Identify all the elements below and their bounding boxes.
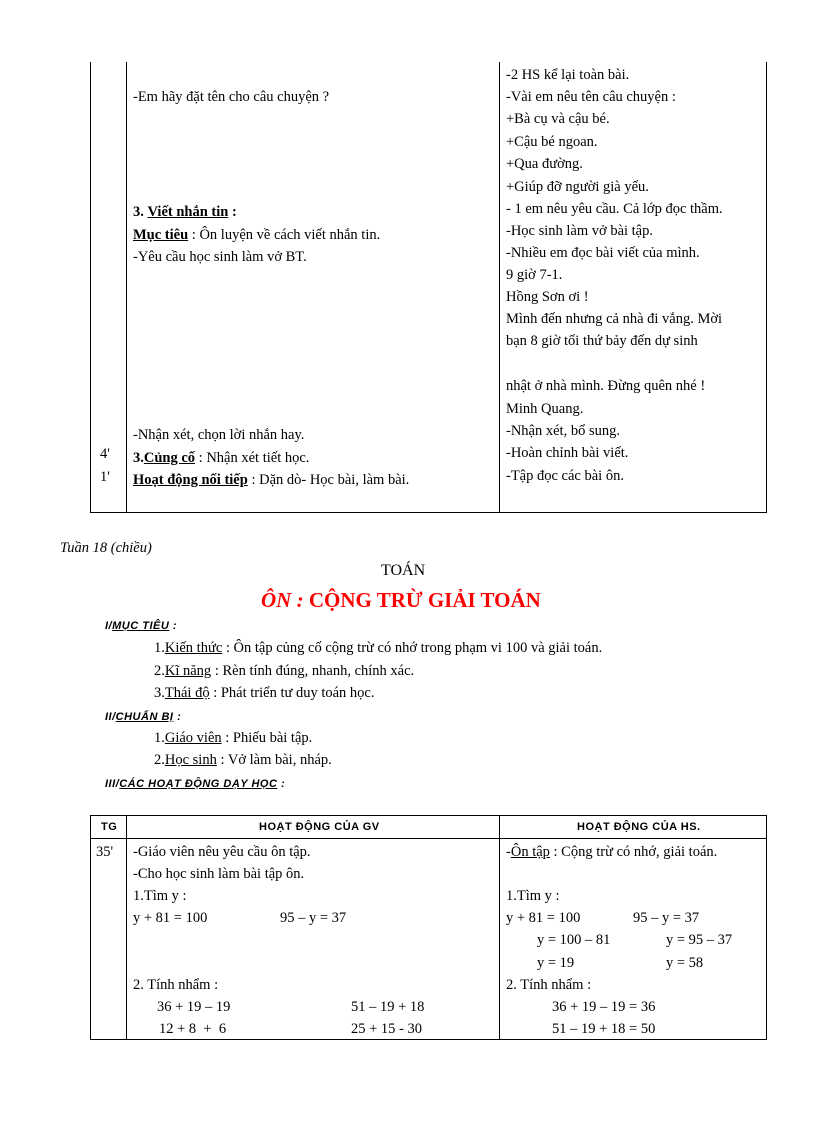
hs-result: 51 – 19 + 18 = 50 (552, 1021, 656, 1037)
table1-col-divider-2 (499, 62, 500, 513)
require-line: -Yêu cầu học sinh làm vở BT. (133, 249, 307, 265)
section-preparation-heading (105, 709, 181, 724)
goal-label: Mục tiêu (133, 227, 189, 243)
student-line: Minh Quang. (506, 401, 584, 417)
s1-num: I/ (105, 620, 113, 632)
lesson-title (261, 590, 541, 611)
header-tg: TG (101, 821, 118, 833)
time-4min: 4' (100, 446, 110, 462)
student-line: -Học sinh làm vở bài tập. (506, 223, 653, 239)
subject-title: TOÁN (381, 562, 426, 579)
student-line: -Hoàn chỉnh bài viết. (506, 445, 629, 461)
student-line: Hồng Sơn ơi ! (506, 289, 589, 305)
o2-num: 2. (154, 663, 165, 679)
table2-border-right (766, 815, 767, 1040)
section3-colon: : (231, 204, 237, 220)
review-line: -Nhận xét, chọn lời nhắn hay. (133, 427, 305, 443)
gv-line: 1.Tìm y : (133, 888, 187, 904)
student-line: -2 HS kể lại toàn bài. (506, 67, 630, 83)
hs-line: 2. Tính nhẩm : (506, 977, 592, 993)
hs-equation: y = 19 (537, 955, 575, 971)
hs-line: 1.Tìm y : (506, 888, 560, 904)
section3-heading (133, 205, 237, 220)
student-line: nhật ở nhà mình. Đừng quên nhé ! (506, 378, 706, 394)
o1-num: 1. (154, 640, 165, 656)
hs-l1-prefix: - (506, 844, 511, 860)
header-teacher-activity: HOẠT ĐỘNG CỦA GV (259, 821, 380, 833)
gv-calc: 51 – 19 + 18 (351, 999, 425, 1015)
consol-text: : Nhận xét tiết học. (198, 450, 310, 466)
gv-line: -Cho học sinh làm bài tập ôn. (133, 866, 305, 882)
student-line: 9 giờ 7-1. (506, 267, 563, 283)
o3-num: 3. (154, 685, 165, 701)
gv-equation: y + 81 = 100 (133, 910, 208, 926)
section3-title: Viết nhắn tin (147, 204, 229, 220)
o2-text: : Rèn tính đúng, nhanh, chính xác. (214, 663, 415, 679)
p1-label: Giáo viên (164, 730, 222, 746)
section3-num: 3. (133, 204, 144, 220)
prep-teacher (154, 731, 312, 746)
table1-col-divider-1 (126, 62, 127, 513)
o3-label: Thái độ (164, 685, 210, 701)
hs-review-line (506, 845, 717, 860)
time-35min: 35' (96, 844, 114, 860)
next-label: Hoạt động nối tiếp (133, 472, 248, 488)
student-line: -Tập đọc các bài ôn. (506, 468, 624, 484)
table2-border-left (90, 815, 91, 1040)
prep-student (154, 753, 332, 768)
o1-text: : Ôn tập củng cố cộng trừ có nhớ trong phạm vi 100 và giải toán. (225, 640, 603, 656)
s1-label: MỤC TIÊU (112, 620, 170, 632)
section-activities-heading (105, 776, 285, 791)
teacher-ask-title: -Em hãy đặt tên cho câu chuyện ? (133, 89, 330, 105)
o1-label: Kiến thức (164, 640, 223, 656)
consol-num: 3. (133, 450, 144, 466)
student-line: +Bà cụ và cậu bé. (506, 111, 610, 127)
goal-line (133, 228, 380, 243)
student-line: -Nhận xét, bổ sung. (506, 423, 620, 439)
student-line: +Cậu bé ngoan. (506, 134, 598, 150)
next-activity-line (133, 473, 409, 488)
table1-border-bottom (90, 512, 767, 513)
student-line: Mình đến nhưng cả nhà đi vắng. Mời (506, 311, 723, 327)
s2-label: CHUẨN BỊ (115, 711, 174, 723)
student-line: +Qua đường. (506, 156, 583, 172)
student-line: bạn 8 giờ tối thứ bảy đến dự sinh (506, 333, 698, 349)
s3-num: III/ (105, 778, 120, 790)
gv-line: -Giáo viên nêu yêu cầu ôn tập. (133, 844, 311, 860)
p2-num: 2. (154, 752, 165, 768)
table1-border-left (90, 62, 91, 513)
table1-border-right (766, 62, 767, 513)
hs-l1-text: : Cộng trừ có nhớ, giải toán. (553, 844, 718, 860)
s1-colon: : (172, 620, 178, 632)
p2-label: Học sinh (164, 752, 217, 768)
o2-label: Kĩ năng (164, 663, 212, 679)
next-text: : Dặn dò- Học bài, làm bài. (251, 472, 410, 488)
table2-col-divider-1 (126, 815, 127, 1040)
student-line: -Vài em nêu tên câu chuyện : (506, 89, 676, 105)
table2-border-bottom (90, 1039, 767, 1040)
lesson-title-prefix: ÔN : (261, 588, 304, 612)
objective-attitude (154, 686, 375, 701)
gv-calc: 25 + 15 - 30 (351, 1021, 423, 1037)
goal-text: : Ôn luyện về cách viết nhắn tin. (191, 227, 381, 243)
table2-border-top (90, 815, 767, 816)
consol-label: Củng cố (143, 450, 196, 466)
student-line: -Nhiều em đọc bài viết của mình. (506, 245, 700, 261)
objective-skill (154, 664, 414, 679)
s3-label: CÁC HOẠT ĐỘNG DẠY HỌC (119, 778, 278, 790)
gv-equation: 95 – y = 37 (280, 910, 347, 926)
o3-text: : Phát triển tư duy toán học. (213, 685, 375, 701)
consolidation-line (133, 451, 309, 466)
s2-colon: : (177, 711, 182, 723)
p2-text: : Vở làm bài, nháp. (220, 752, 332, 768)
p1-text: : Phiếu bài tập. (225, 730, 313, 746)
time-1min: 1' (100, 469, 110, 485)
gv-calc: 36 + 19 – 19 (157, 999, 231, 1015)
hs-equation: y = 58 (666, 955, 704, 971)
header-student-activity: HOẠT ĐỘNG CỦA HS. (577, 821, 701, 833)
student-line: - 1 em nêu yêu cầu. Cả lớp đọc thầm. (506, 201, 723, 217)
table2-col-divider-2 (499, 815, 500, 1040)
student-line: +Giúp đỡ người già yếu. (506, 179, 649, 195)
s3-colon: : (281, 778, 286, 790)
gv-calc: 12 + 8 + 6 (159, 1021, 227, 1037)
gv-line: 2. Tính nhẩm : (133, 977, 219, 993)
section-objectives-heading (105, 618, 177, 633)
hs-equation: y = 100 – 81 (537, 932, 611, 948)
hs-result: 36 + 19 – 19 = 36 (552, 999, 656, 1015)
hs-equation: y + 81 = 100 (506, 910, 581, 926)
s2-num: II/ (105, 711, 116, 723)
table2-header-bottom (90, 838, 767, 839)
hs-equation: y = 95 – 37 (666, 932, 733, 948)
objective-knowledge (154, 641, 602, 656)
lesson-title-main: CỘNG TRỪ GIẢI TOÁN (308, 588, 541, 612)
hs-l1-label: Ôn tập (510, 844, 550, 860)
p1-num: 1. (154, 730, 165, 746)
week-label: Tuần 18 (chiều) (60, 540, 152, 556)
hs-equation: 95 – y = 37 (633, 910, 700, 926)
